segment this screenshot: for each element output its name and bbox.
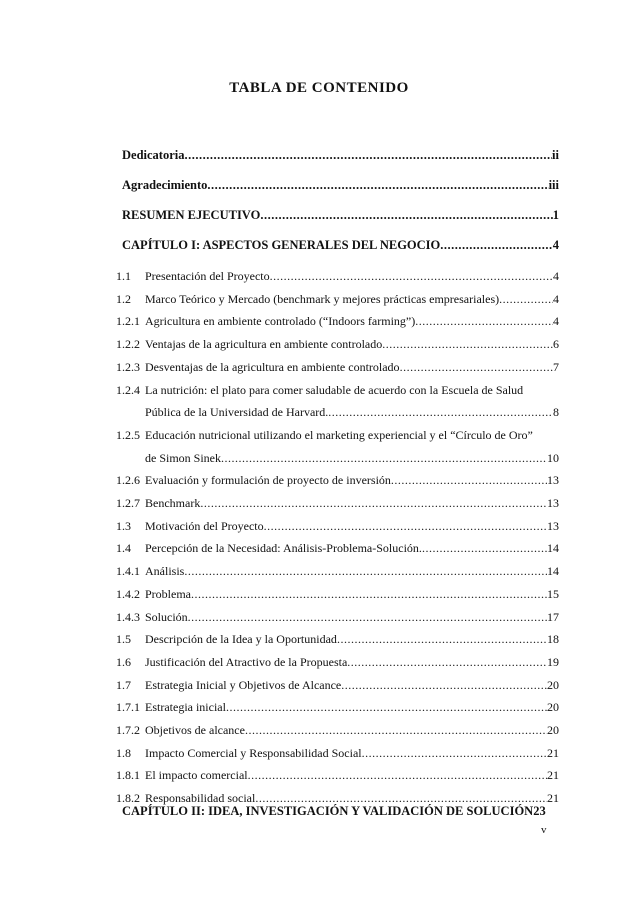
toc-entry-number: 1.8.1	[116, 768, 140, 783]
toc-entry-text: Evaluación y formulación de proyecto de inversión	[145, 473, 391, 488]
leader-dots	[184, 148, 552, 163]
toc-entry-text: Presentación del Proyecto	[145, 269, 270, 283]
toc-entry-text: Problema	[145, 586, 191, 601]
toc-entry-number: 1.2.3	[116, 359, 140, 374]
toc-entry-page: 18	[547, 632, 559, 647]
toc-entry[interactable]	[116, 314, 559, 329]
leader-dots	[248, 768, 547, 783]
toc-entry-number: 1.3	[116, 518, 131, 533]
toc-entry[interactable]	[116, 292, 559, 307]
toc-entry[interactable]	[116, 723, 559, 738]
toc-entry-number: 1.4.2	[116, 586, 140, 601]
leader-dots	[191, 587, 547, 602]
leader-dots	[184, 564, 547, 579]
toc-entry-page: 20	[547, 700, 559, 715]
toc-entry-page: 7	[553, 359, 559, 374]
leader-dots	[362, 746, 547, 761]
toc-entry-text: El impacto comercial	[145, 768, 248, 783]
toc-entry[interactable]	[116, 337, 559, 352]
toc-entry-first-line[interactable]	[116, 383, 523, 398]
toc-entry-continuation[interactable]	[145, 405, 559, 420]
leader-dots	[245, 723, 547, 738]
toc-entry[interactable]	[116, 610, 559, 625]
toc-entry-page: 8	[553, 405, 559, 420]
toc-entry[interactable]	[116, 360, 559, 375]
toc-entry-text: Objetivos de alcance	[145, 723, 245, 737]
toc-entry[interactable]	[116, 700, 559, 715]
toc-entry[interactable]	[116, 473, 559, 488]
toc-entry-page: 21	[547, 768, 559, 783]
toc-entry-continuation[interactable]	[145, 451, 559, 466]
toc-entry-text: Benchmark	[145, 496, 201, 510]
leader-dots	[400, 360, 553, 375]
toc-entry-page: 15	[547, 586, 559, 601]
toc-entry-text: Análisis	[145, 564, 185, 579]
toc-entry-first-line[interactable]	[116, 428, 533, 443]
leader-dots	[341, 678, 547, 693]
toc-entry-text: Motivación del Proyecto	[145, 518, 264, 533]
toc-entry[interactable]	[116, 519, 559, 534]
toc-entry-number: 1.1	[116, 269, 131, 283]
toc-entry-text: RESUMEN EJECUTIVO	[122, 208, 261, 222]
toc-entry-page: 20	[547, 723, 559, 737]
toc-entry-page: 17	[547, 609, 559, 624]
toc-entry-text: Justificación del Atractivo de la Propuesta	[145, 654, 348, 669]
leader-dots	[270, 269, 553, 284]
toc-entry-text: Marco Teórico y Mercado (benchmark y mejores prácticas empresariales)	[145, 291, 500, 306]
toc-entry[interactable]	[116, 587, 559, 602]
toc-entry[interactable]	[116, 496, 559, 511]
toc-entry-number: 1.4	[116, 541, 131, 556]
toc-entry-text-cont: de Simon Sinek	[145, 450, 222, 465]
leader-dots	[440, 238, 553, 253]
toc-entry-page: 20	[547, 677, 559, 692]
toc-entry-text: Desventajas de la agricultura en ambiente controlado	[145, 359, 400, 374]
toc-entry-agradecimiento[interactable]	[122, 178, 559, 193]
leader-dots	[188, 610, 547, 625]
toc-entry[interactable]	[116, 269, 559, 284]
toc-entry-capitulo-1[interactable]	[122, 238, 559, 253]
toc-entry-number: 1.2.6	[116, 473, 140, 488]
leader-dots	[415, 314, 553, 329]
leader-dots	[347, 655, 547, 670]
toc-entry-number: 1.8	[116, 745, 131, 760]
leader-dots	[499, 292, 553, 307]
toc-entry-text: Agradecimiento	[122, 178, 208, 192]
toc-entry[interactable]	[116, 564, 559, 579]
toc-entry-page: 21	[547, 791, 559, 806]
toc-entry-page: 14	[547, 564, 559, 579]
toc-entry-number: 1.2	[116, 291, 131, 306]
toc-entry-page: 10	[547, 450, 559, 465]
leader-dots	[264, 519, 547, 534]
toc-entry-number: 1.7	[116, 677, 131, 692]
toc-entry[interactable]	[116, 678, 559, 693]
toc-entry-dedicatoria[interactable]	[122, 148, 559, 163]
toc-entry-number: 1.6	[116, 654, 131, 669]
toc-entry-number: 1.4.3	[116, 609, 140, 624]
leader-dots	[337, 632, 547, 647]
toc-entry-page: 13	[547, 496, 559, 510]
toc-entry-resumen-ejecutivo[interactable]	[122, 208, 559, 223]
toc-entry-page: 4	[553, 269, 559, 283]
leader-dots	[328, 405, 553, 420]
toc-entry[interactable]	[116, 768, 559, 783]
toc-entry-text: Dedicatoria	[122, 148, 185, 162]
toc-entry-text: La nutrición: el plato para comer saludable de acuerdo con la Escuela de Salud	[145, 382, 524, 397]
toc-entry-page: 14	[547, 541, 559, 556]
toc-entry-page: 4	[553, 314, 559, 329]
toc-entry-page: 4	[553, 291, 559, 306]
toc-entry-page: 4	[552, 238, 559, 252]
page-title: TABLA DE CONTENIDO	[229, 80, 409, 96]
leader-dots	[422, 541, 547, 556]
leader-dots	[260, 208, 552, 223]
toc-entry-text: Ventajas de la agricultura en ambiente controlado	[145, 337, 383, 352]
toc-entry-number: 1.7.1	[116, 700, 140, 715]
toc-entry-page: 21	[547, 745, 559, 760]
toc-entry-text-cont: Pública de la Universidad de Harvard.	[145, 405, 329, 420]
toc-entry[interactable]	[116, 655, 559, 670]
leader-dots	[221, 451, 547, 466]
toc-entry-number: 1.2.1	[116, 314, 140, 329]
toc-entry-number: 1.2.4	[116, 382, 140, 397]
toc-entry-text: Estrategia Inicial y Objetivos de Alcance	[145, 677, 342, 692]
toc-entry-number: 1.2.2	[116, 337, 140, 352]
toc-entry-text: Agricultura en ambiente controlado (“Indoors farming”)	[145, 314, 416, 329]
toc-entry-text: Descripción de la Idea y la Oportunidad	[145, 632, 337, 647]
toc-entry-number: 1.5	[116, 632, 131, 647]
leader-dots	[200, 496, 547, 511]
toc-entry-number: 1.2.5	[116, 427, 140, 442]
toc-entry-text: Responsabilidad social	[145, 791, 256, 806]
leader-dots	[382, 337, 553, 352]
leader-dots	[226, 700, 547, 715]
toc-entry-text: Impacto Comercial y Responsabilidad Social	[145, 745, 362, 760]
toc-entry-number: 1.8.2	[116, 791, 140, 806]
toc-entry-page: 19	[547, 654, 559, 669]
toc-entry-page: 13	[547, 518, 559, 533]
toc-entry[interactable]	[116, 541, 559, 556]
toc-entry-page: 6	[553, 337, 559, 352]
toc-entry-number: 1.2.7	[116, 496, 140, 510]
toc-entry-text: CAPÍTULO I: ASPECTOS GENERALES DEL NEGOCIO	[122, 238, 441, 252]
toc-entry-text: Solución	[145, 609, 188, 624]
toc-entry-text: Estrategia inicial	[145, 700, 226, 715]
page-number: v	[541, 824, 547, 836]
toc-entry-number: 1.4.1	[116, 564, 140, 579]
toc-entry-page: 1	[552, 208, 559, 222]
toc-entry-text: Percepción de la Necesidad: Análisis-Problema-Solución.	[145, 541, 422, 556]
toc-entry-capitulo-2[interactable]: CAPÍTULO II: IDEA, INVESTIGACIÓN Y VALIDACIÓN DE SOLUCIÓN23	[122, 804, 546, 818]
toc-entry-page: ii	[552, 148, 559, 162]
toc-entry-number: 1.7.2	[116, 723, 140, 737]
toc-entry[interactable]	[116, 632, 559, 647]
leader-dots	[207, 178, 548, 193]
toc-entry-text: Educación nutricional utilizando el marketing experiencial y el “Círculo de Oro”	[145, 427, 533, 442]
toc-entry[interactable]	[116, 746, 559, 761]
leader-dots	[391, 473, 547, 488]
toc-entry-page: 13	[547, 473, 559, 488]
toc-entry-page: iii	[548, 178, 559, 192]
